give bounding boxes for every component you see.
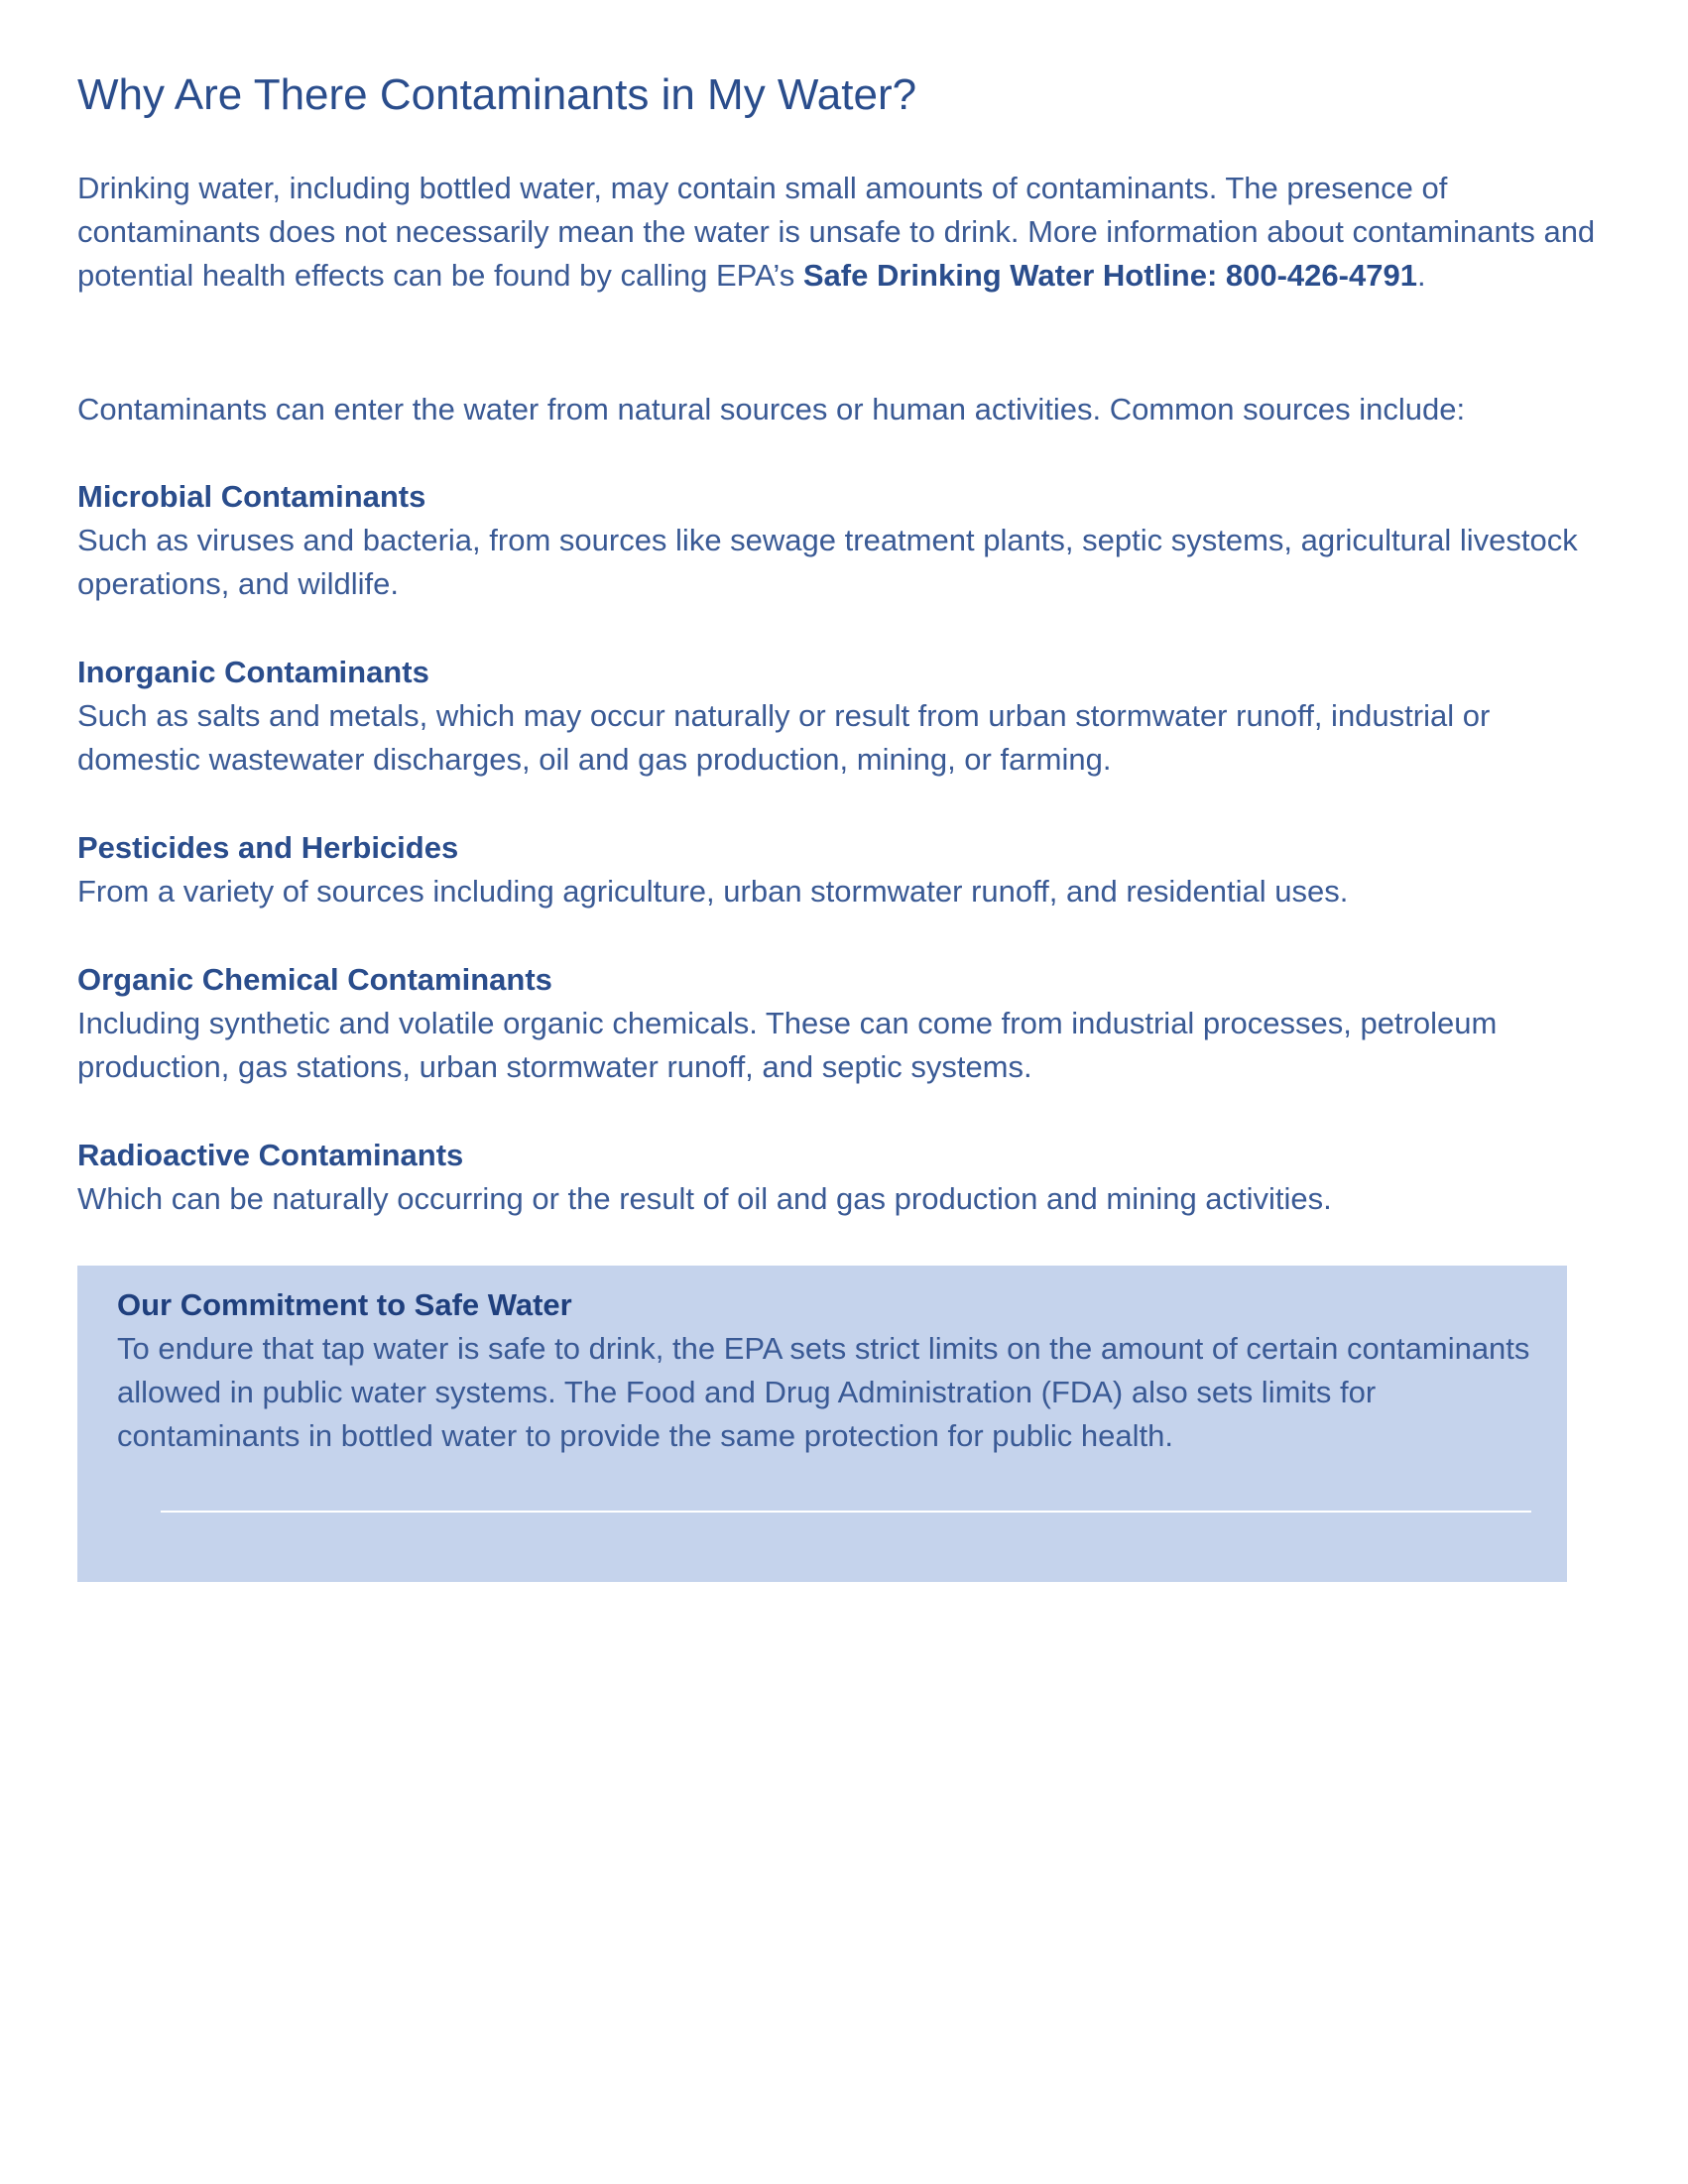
section-inorganic <box>77 651 1605 782</box>
section-heading: Microbial Contaminants <box>77 479 426 514</box>
intro-text: Drinking water, including bottled water, may contain small amounts of contaminants. The presence of contaminants does not necessarily mean the water is unsafe to drink. More information about contaminants and potential health effects can be found by calling EPA’s <box>77 171 1596 293</box>
hotline-text: Safe Drinking Water Hotline: 800-426-4791 <box>802 258 1417 293</box>
section-radioactive <box>77 1134 1605 1221</box>
section-heading: Radioactive Contaminants <box>77 1138 464 1172</box>
section-heading: Inorganic Contaminants <box>77 655 429 689</box>
section-microbial <box>77 475 1605 606</box>
section-body: Such as salts and metals, which may occur naturally or result from urban stormwater runoff, industrial or domestic wastewater discharges, oil and gas production, mining, or farming. <box>77 698 1491 777</box>
commitment-callout-box <box>77 1266 1567 1582</box>
callout-heading: Our Commitment to Safe Water <box>117 1287 572 1322</box>
intro-paragraph <box>77 167 1605 298</box>
sources-lead-paragraph: Contaminants can enter the water from natural sources or human activities. Common sources include: <box>77 392 1466 426</box>
section-body: Which can be naturally occurring or the result of oil and gas production and mining activities. <box>77 1181 1332 1216</box>
page-title: Why Are There Contaminants in My Water? <box>77 70 917 119</box>
section-pesticides <box>77 826 1605 913</box>
section-body: Such as viruses and bacteria, from sources like sewage treatment plants, septic systems, agricultural livestock operations, and wildlife. <box>77 523 1578 601</box>
section-heading: Pesticides and Herbicides <box>77 830 459 865</box>
section-body: Including synthetic and volatile organic chemicals. These can come from industrial processes, petroleum production, gas stations, urban stormwater runoff, and septic systems. <box>77 1006 1498 1084</box>
section-organic-chemical <box>77 958 1605 1089</box>
intro-end: . <box>1416 258 1426 293</box>
callout-body: To endure that tap water is safe to drink, the EPA sets strict limits on the amount of certain contaminants allowed in public water systems. The Food and Drug Administration (FDA) also sets limits for contaminants in bottled water to provide the same protection for public health. <box>117 1331 1530 1453</box>
section-body: From a variety of sources including agriculture, urban stormwater runoff, and residential uses. <box>77 874 1349 909</box>
section-heading: Organic Chemical Contaminants <box>77 962 552 997</box>
callout-divider <box>161 1511 1531 1513</box>
